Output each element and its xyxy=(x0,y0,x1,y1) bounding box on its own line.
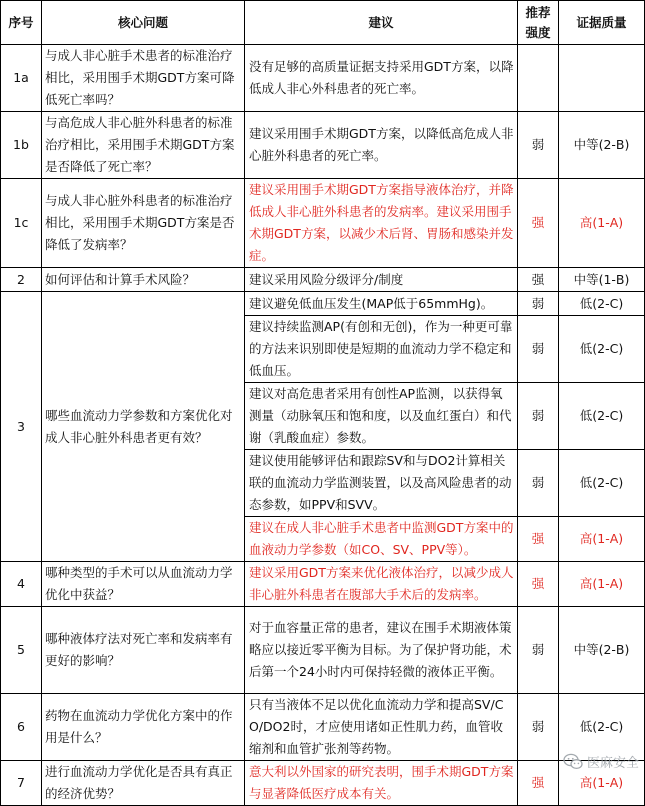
row-evidence: 低(2-C) xyxy=(559,450,645,517)
row-no: 4 xyxy=(1,562,42,607)
row-strength: 弱 xyxy=(518,694,559,761)
header-question: 核心问题 xyxy=(42,1,245,45)
row-strength: 强 xyxy=(518,268,559,292)
row-no: 1c xyxy=(1,179,42,268)
row-advice: 建议采用围手术期GDT方案，以降低高危成人非心脏外科患者的死亡率。 xyxy=(245,112,518,179)
row-question: 如何评估和计算手术风险？ xyxy=(42,268,245,292)
row-question: 进行血流动力学优化是否具有真正的经济优势？ xyxy=(42,761,245,806)
row-strength: 弱 xyxy=(518,383,559,450)
row-strength: 强 xyxy=(518,517,559,562)
row-evidence: 低(2-C) xyxy=(559,292,645,316)
header-evidence: 证据质量 xyxy=(559,1,645,45)
header-no: 序号 xyxy=(1,1,42,45)
header-advice: 建议 xyxy=(245,1,518,45)
row-no: 1b xyxy=(1,112,42,179)
row-advice: 对于血容量正常的患者，建议在围手术期液体策略应以接近零平衡为目标。为了保护肾功能，术后第一个24小时内可保持轻微的液体正平衡。 xyxy=(245,607,518,694)
watermark-text: 医麻安全 xyxy=(586,756,639,771)
row-advice: 建议避免低血压发生(MAP低于65mmHg)。 xyxy=(245,292,518,316)
row-strength xyxy=(518,45,559,112)
row-strength: 弱 xyxy=(518,607,559,694)
row-no: 2 xyxy=(1,268,42,292)
row-evidence: 低(2-C) xyxy=(559,316,645,383)
table-row xyxy=(1,268,645,292)
row-evidence: 高(1-A) xyxy=(559,761,645,806)
row-advice: 意大利以外国家的研究表明，围手术期GDT方案与显著降低医疗成本有关。 xyxy=(245,761,518,806)
row-evidence: 中等(1-B) xyxy=(559,268,645,292)
row-question: 与高危成人非心脏外科患者的标准治疗相比，采用围手术期GDT方案是否降低了死亡率？ xyxy=(42,112,245,179)
row-strength: 弱 xyxy=(518,450,559,517)
row-no: 5 xyxy=(1,607,42,694)
row-advice: 只有当液体不足以优化血流动力学和提高SV/CO/DO2时，才应使用诸如正性肌力药，血管收缩剂和血管扩张剂等药物。 xyxy=(245,694,518,761)
row-evidence: 中等(2-B) xyxy=(559,607,645,694)
row-no: 1a xyxy=(1,45,42,112)
table-row xyxy=(1,179,645,268)
table-row xyxy=(1,562,645,607)
row-question: 哪种液体疗法对死亡率和发病率有更好的影响？ xyxy=(42,607,245,694)
table-row xyxy=(1,694,645,761)
row-question: 哪些血流动力学参数和方案优化对成人非心脏外科患者更有效？ xyxy=(42,292,245,562)
row-advice: 建议采用围手术期GDT方案指导液体治疗，并降低成人非心脏外科患者的发病率。建议采用围手术期GDT方案，以减少术后肾、胃肠和感染并发症。 xyxy=(245,179,518,268)
row-strength: 弱 xyxy=(518,316,559,383)
row-evidence: 高(1-A) xyxy=(559,179,645,268)
row-question: 与成人非心脏手术患者的标准治疗相比，采用围手术期GDT方案可降低死亡率吗？ xyxy=(42,45,245,112)
row-strength: 强 xyxy=(518,562,559,607)
row-advice: 建议采用风险分级评分/制度 xyxy=(245,268,518,292)
row-question: 哪种类型的手术可以从血流动力学优化中获益？ xyxy=(42,562,245,607)
table-row xyxy=(1,112,645,179)
row-evidence: 低(2-C) xyxy=(559,383,645,450)
row-advice: 建议持续监测AP(有创和无创)，作为一种更可靠的方法来识别即使是短期的血流动力学不稳定和低血压。 xyxy=(245,316,518,383)
row-evidence: 高(1-A) xyxy=(559,562,645,607)
row-evidence xyxy=(559,45,645,112)
row-question: 药物在血流动力学优化方案中的作用是什么？ xyxy=(42,694,245,761)
row-advice: 建议在成人非心脏手术患者中监测GDT方案中的血液动力学参数（如CO、SV、PPV等）。 xyxy=(245,517,518,562)
table-header-row xyxy=(1,1,645,45)
row-no: 7 xyxy=(1,761,42,806)
row-advice: 建议采用GDT方案来优化液体治疗，以减少成人非心脏外科患者在腹部大手术后的发病率。 xyxy=(245,562,518,607)
row-evidence: 低(2-C) xyxy=(559,694,645,761)
row-no: 3 xyxy=(1,292,42,562)
row-advice: 没有足够的高质量证据支持采用GDT方案，以降低成人非心外科患者的死亡率。 xyxy=(245,45,518,112)
row-no: 6 xyxy=(1,694,42,761)
table-row xyxy=(1,607,645,694)
row-strength: 弱 xyxy=(518,292,559,316)
row-strength: 强 xyxy=(518,179,559,268)
table-row xyxy=(1,761,645,806)
row-evidence: 高(1-A) xyxy=(559,517,645,562)
row-strength: 强 xyxy=(518,761,559,806)
header-strength: 推荐强度 xyxy=(518,1,559,45)
row-question: 与成人非心脏外科患者的标准治疗相比，采用围手术期GDT方案是否降低了发病率？ xyxy=(42,179,245,268)
row-evidence: 中等(2-B) xyxy=(559,112,645,179)
table-row xyxy=(1,292,645,316)
table-row xyxy=(1,45,645,112)
row-strength: 弱 xyxy=(518,112,559,179)
row-advice: 建议使用能够评估和跟踪SV和与DO2计算相关联的血流动力学监测装置，以及高风险患者的动态参数，如PPV和SVV。 xyxy=(245,450,518,517)
row-advice: 建议对高危患者采用有创性AP监测，以获得氧测量（动脉氧压和饱和度，以及血红蛋白）和代谢（乳酸血症）参数。 xyxy=(245,383,518,450)
